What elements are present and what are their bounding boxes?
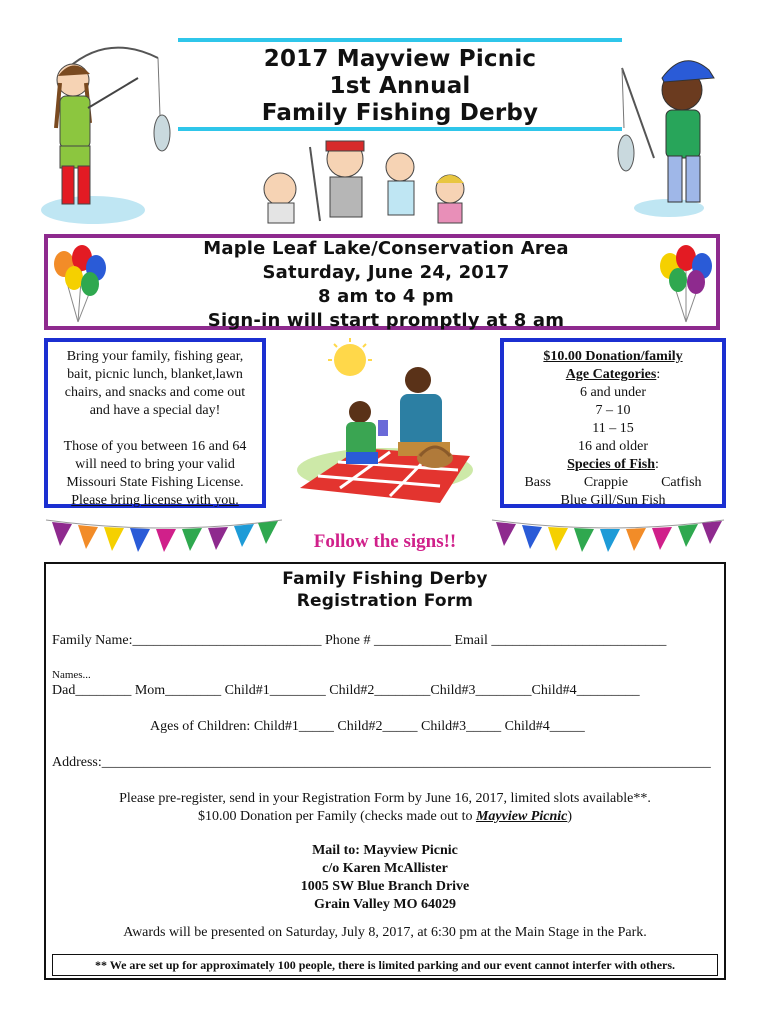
species-crappie: Crappie xyxy=(583,475,629,490)
address-row[interactable]: Address:_______________________________________________________________________________________ xyxy=(52,755,711,770)
picnic-illustration xyxy=(290,338,480,506)
form-title-line-2: Registration Form xyxy=(296,591,474,611)
event-details-box xyxy=(44,234,720,330)
payee-name: Mayview Picnic xyxy=(475,809,568,824)
info-box-right: $10.00 Donation/family Age Categories: 6 and under 7 – 10 11 – 15 16 and older Species of Fish: Bass Crappie Catfish Blue Gill/Sun Fish xyxy=(500,338,726,508)
registration-form xyxy=(44,562,726,980)
age-category-2: 7 – 10 xyxy=(595,403,631,418)
mail-care-of-line: c/o Karen McAllister xyxy=(322,861,448,876)
mail-street-line: 1005 SW Blue Branch Drive xyxy=(300,879,470,894)
donation-heading: $10.00 Donation/family xyxy=(543,349,683,364)
parking-note: ** We are set up for approximately 100 people, there is limited parking and our event cannot interfer with others. xyxy=(52,954,718,976)
title-line-1: 2017 Mayview Picnic xyxy=(263,46,537,72)
preregister-line-1: Please pre-register, send in your Registration Form by June 16, 2017, limited slots available**. xyxy=(119,791,651,806)
follow-signs-text: Follow the signs!! xyxy=(313,531,457,552)
species-row xyxy=(508,474,718,492)
mail-city-line: Grain Valley MO 64029 xyxy=(314,897,456,912)
header-top-rule xyxy=(178,38,622,42)
species-bass: Bass xyxy=(524,475,551,490)
preregister-line-2-prefix: $10.00 Donation per Family (checks made out to xyxy=(197,809,476,824)
event-signin: Sign-in will start promptly at 8 am xyxy=(207,310,565,331)
names-row[interactable]: Dad________ Mom________ Child#1________ Child#2________Child#3________Child#4_________ xyxy=(52,683,640,698)
event-time: 8 am to 4 pm xyxy=(317,286,455,307)
preregister-line-2-suffix: ) xyxy=(567,809,573,824)
info-license-note: Please bring license with you. xyxy=(71,493,239,508)
info-bring-text: Bring your family, fishing gear, bait, picnic lunch, blanket,lawn chairs, and snacks and come out and have a special day! xyxy=(64,349,246,418)
info-license-text: Those of you between 16 and 64 will need to bring your valid Missouri State Fishing License. xyxy=(63,439,247,490)
bunting-right-icon xyxy=(490,516,726,556)
girl-fishing-illustration xyxy=(38,38,178,228)
age-categories-heading: Age Categories xyxy=(565,367,657,382)
mail-to-line: Mail to: Mayview Picnic xyxy=(312,843,458,858)
boy-fishing-illustration xyxy=(614,48,724,218)
age-category-1: 6 and under xyxy=(579,385,647,400)
age-category-3: 11 – 15 xyxy=(592,421,634,436)
awards-text: Awards will be presented on Saturday, July 8, 2017, at 6:30 pm at the Main Stage in the Park. xyxy=(123,925,647,940)
ages-row[interactable]: Ages of Children: Child#1_____ Child#2_____ Child#3_____ Child#4_____ xyxy=(150,719,585,734)
balloons-right-icon xyxy=(656,242,716,326)
age-category-4: 16 and older xyxy=(578,439,648,454)
preregister-line-2 xyxy=(46,808,724,826)
species-catfish: Catfish xyxy=(661,475,702,490)
event-location: Maple Leaf Lake/Conservation Area xyxy=(203,238,569,259)
balloons-left-icon xyxy=(50,242,110,326)
family-info-row[interactable]: Family Name:___________________________ Phone # ___________ Email _________________________ xyxy=(52,633,667,648)
form-title-line-1: Family Fishing Derby xyxy=(282,569,488,589)
event-date: Saturday, June 24, 2017 xyxy=(262,262,510,283)
title-line-3: Family Fishing Derby xyxy=(261,100,539,126)
title-line-2: 1st Annual xyxy=(329,73,471,99)
species-bluegill: Blue Gill/Sun Fish xyxy=(560,493,666,508)
names-label: Names... xyxy=(52,669,91,681)
info-box-left xyxy=(44,338,266,508)
species-heading: Species of Fish xyxy=(567,457,655,472)
bunting-left-icon xyxy=(44,516,284,556)
family-cartoon-illustration xyxy=(250,137,490,229)
